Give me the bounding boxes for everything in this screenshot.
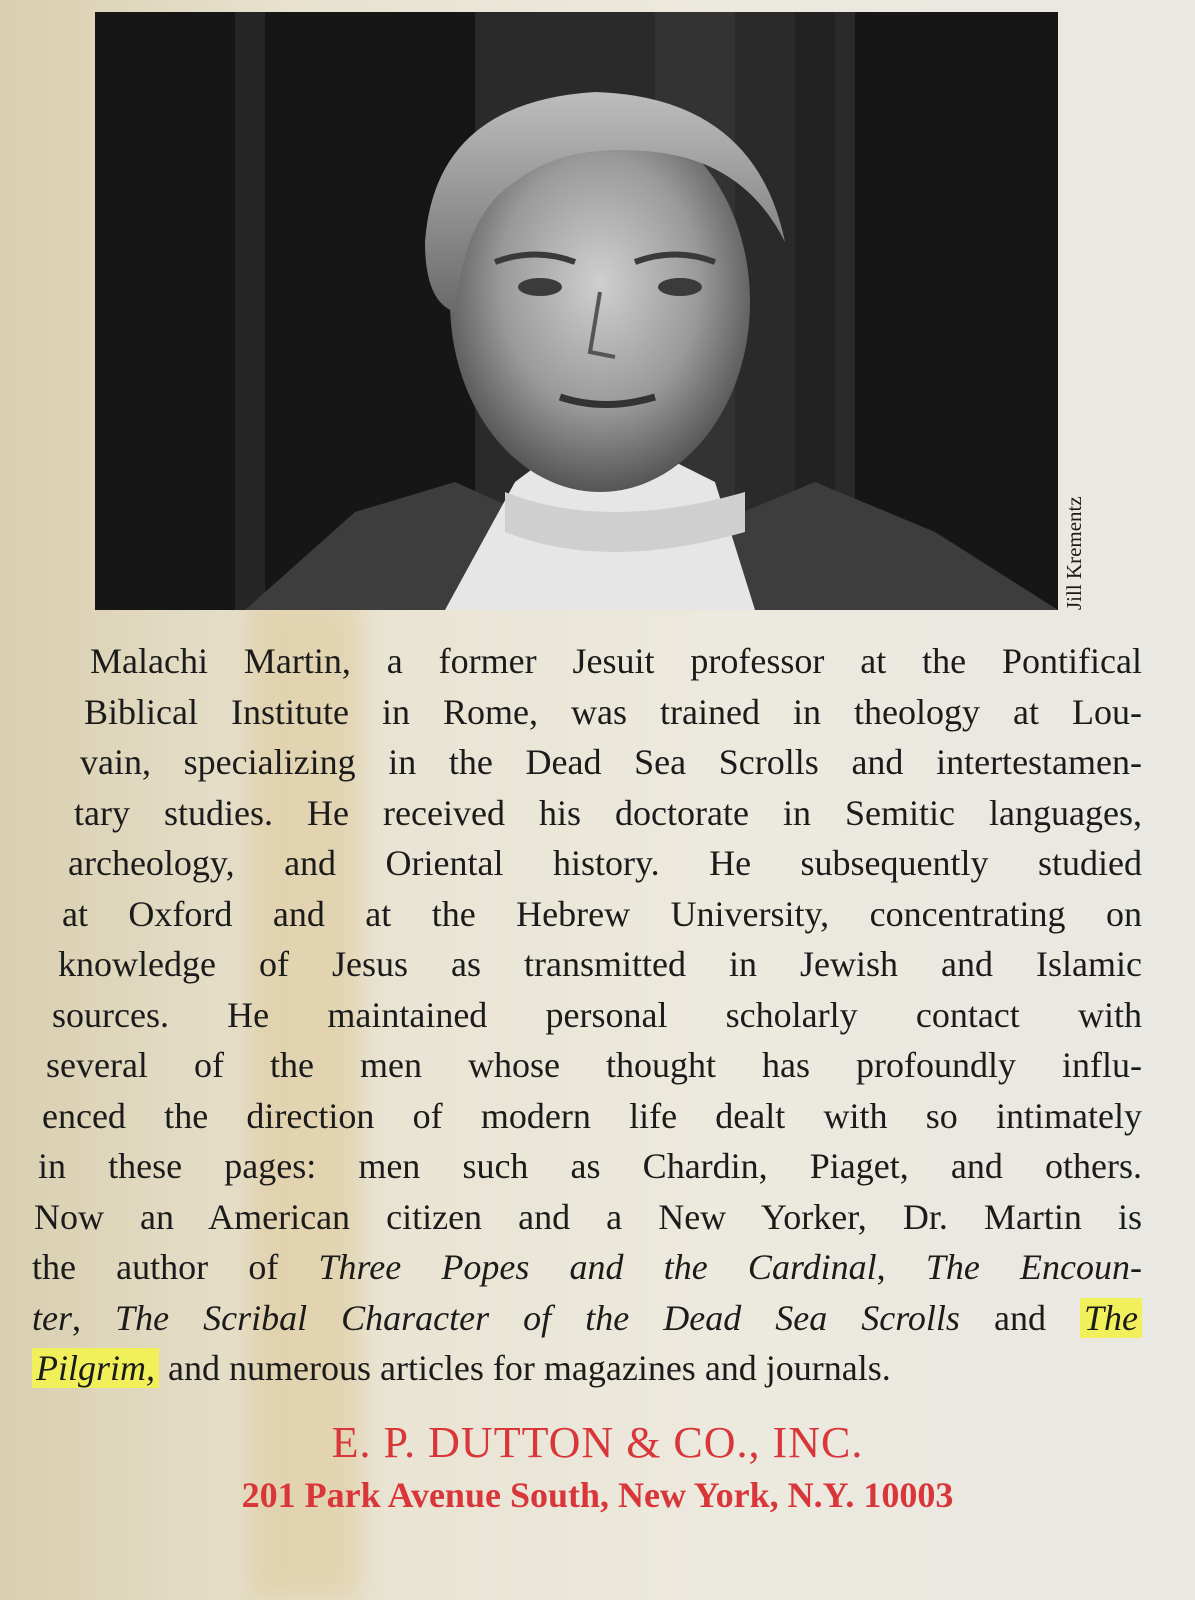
bio-line: vain, specializing in the Dead Sea Scrolls and intertestamen- [80, 742, 1142, 782]
bio-line: Malachi Martin, a former Jesuit professor at the Pontifical [90, 641, 1142, 681]
bio-line: several of the men whose thought has profoundly influ- [46, 1045, 1142, 1085]
bio-line [32, 1343, 1142, 1394]
bio-line: Biblical Institute in Rome, was trained in theology at Lou- [84, 691, 1142, 732]
bio-line: Now an American citizen and a New Yorker, Dr. Martin is [34, 1196, 1142, 1237]
book-title-pilgrim-highlighted: The [1080, 1298, 1142, 1338]
book-title-three-popes: Three Popes and the Cardinal [318, 1247, 877, 1287]
book-title-pilgrim-text: Pilgrim [36, 1348, 147, 1388]
bio-line [32, 1242, 1142, 1293]
bio-text: the author of [32, 1247, 319, 1287]
book-title-pilgrim-highlighted [32, 1348, 159, 1388]
bio-text: , [72, 1297, 116, 1338]
book-title-scribal-character: The Scribal Character of the Dead Sea Scrolls [115, 1297, 960, 1338]
bio-line [32, 1293, 1142, 1344]
book-title-encounter-cont: ter [32, 1297, 72, 1338]
publisher-imprint [0, 1415, 1195, 1519]
author-portrait-illustration [95, 12, 1058, 610]
author-photo [95, 12, 1058, 610]
bio-line: at Oxford and at the Hebrew University, concentrating on [62, 893, 1142, 934]
bio-line: sources. He maintained personal scholarly contact with [52, 994, 1142, 1035]
photo-credit: Jill Krementz [1062, 496, 1086, 610]
bio-text: and numerous articles for magazines and journals. [159, 1348, 891, 1388]
bio-text: , [146, 1348, 156, 1388]
bio-line: tary studies. He received his doctorate in Semitic languages, [74, 792, 1142, 833]
bio-line: enced the direction of modern life dealt with so intimately [42, 1095, 1142, 1136]
bio-text: , [876, 1247, 926, 1287]
bio-text: and [959, 1297, 1081, 1338]
bio-line: in these pages: men such as Chardin, Piaget, and others. [38, 1146, 1142, 1186]
bio-line: archeology, and Oriental history. He subsequently studied [68, 843, 1142, 883]
publisher-address: 201 Park Avenue South, New York, N.Y. 10003 [241, 1475, 954, 1515]
author-biography [32, 636, 1142, 1394]
publisher-name: E. P. DUTTON & CO., INC. [331, 1418, 864, 1467]
book-title-encounter: The Encoun- [925, 1247, 1142, 1287]
bio-line: knowledge of Jesus as transmitted in Jewish and Islamic [58, 944, 1142, 984]
